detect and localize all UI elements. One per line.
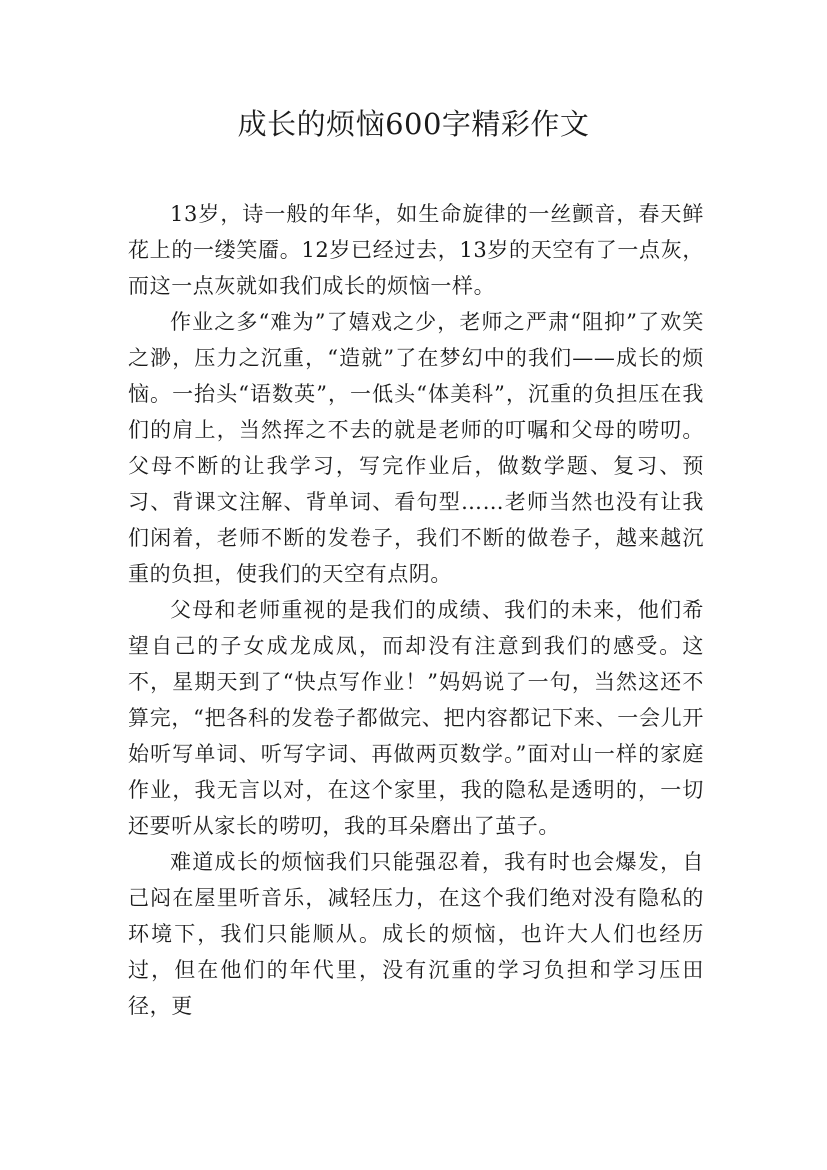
paragraph-1: 13岁，诗一般的年华，如生命旋律的一丝颤音，春天鲜花上的一缕笑靥。12岁已经过去，13岁的天空有了一点灰，而这一点灰就如我们成长的烦恼一样。 <box>128 202 704 298</box>
paragraph-3: 父母和老师重视的是我们的成绩、我们的未来，他们希望自己的子女成龙成凤，而却没有注意到我们的感受。这不，星期天到了“快点写作业！”妈妈说了一句，当然这还不算完，“把各科的发卷子都做完、把内容都记下来、一会儿开始听写单词、听写字词、再做两页数学。”面对山一样的家庭作业，我无言以对，在这个家里，我的隐私是透明的，一切还要听从家长的唠叨，我的耳朵磨出了茧子。 <box>128 598 704 838</box>
paragraph-4: 难道成长的烦恼我们只能强忍着，我有时也会爆发，自己闷在屋里听音乐，减轻压力，在这个我们绝对没有隐私的环境下，我们只能顺从。成长的烦恼，也许大人们也经历过，但在他们的年代里，没有沉重的学习负担和学习压田径，更 <box>128 850 704 1018</box>
paragraph-2: 作业之多“难为”了嬉戏之少，老师之严肃“阻抑”了欢笑之渺，压力之沉重，“造就”了在梦幻中的我们——成长的烦恼。一抬头“语数英”，一低头“体美科”，沉重的负担压在我们的肩上，当然挥之不去的就是老师的叮嘱和父母的唠叨。父母不断的让我学习，写完作业后，做数学题、复习、预习、背课文注解、背单词、看句型……老师当然也没有让我们闲着，老师不断的发卷子，我们不断的做卷子，越来越沉重的负担，使我们的天空有点阴。 <box>128 310 704 586</box>
document-title: 成长的烦恼600字精彩作文 <box>237 107 590 141</box>
document-body <box>128 196 704 1024</box>
